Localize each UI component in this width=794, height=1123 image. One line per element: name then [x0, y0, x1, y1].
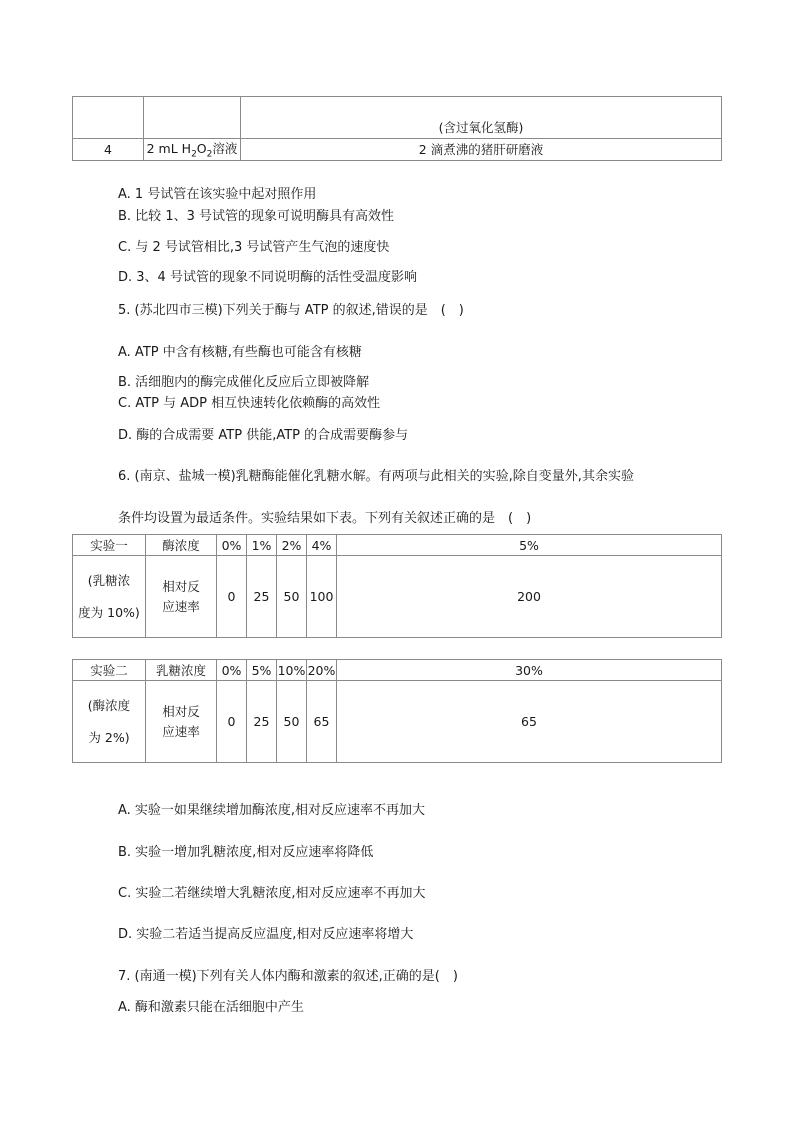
exp2-rate-value: 50 [277, 681, 307, 763]
exp1-var-value: 0% [217, 535, 247, 556]
top-table [72, 96, 722, 161]
q6-stem-line1: 6. (南京、盐城一模)乳糖酶能催化乳糖水解。有两项与此相关的实验,除自变量外,其余实验 [118, 469, 634, 484]
q6-stem-line2: 条件均设置为最适条件。实验结果如下表。下列有关叙述正确的是 ( ) [118, 511, 532, 526]
exp2-var-value: 10% [277, 660, 307, 681]
q5-option-a: A. ATP 中含有核糖,有些酶也可能含有核糖 [118, 345, 362, 360]
experiment2-table [72, 659, 722, 763]
exp1-var-value: 4% [307, 535, 337, 556]
exp1-rate-value: 200 [337, 556, 722, 638]
exp2-var-value: 5% [247, 660, 277, 681]
q6-option-a: A. 实验一如果继续增加酶浓度,相对反应速率不再加大 [118, 803, 426, 818]
exp1-rate-value: 50 [277, 556, 307, 638]
exp1-var-value: 5% [337, 535, 722, 556]
exp1-rate-value: 25 [247, 556, 277, 638]
top-table-continuation-text: (含过氧化氢酶) [438, 120, 524, 135]
exp1-rate-value: 100 [307, 556, 337, 638]
exp2-rate-label: 相对反 应速率 [146, 681, 217, 763]
top-table-cell-reagent [144, 97, 241, 139]
exp2-rate-value: 65 [337, 681, 722, 763]
exp1-label-line1: 实验一 [73, 535, 146, 556]
experiment1-table [72, 534, 722, 638]
q5-stem: 5. (苏北四市三模)下列关于酶与 ATP 的叙述,错误的是 ( ) [118, 303, 464, 318]
row4-reagent: 2 mL $H_2O_2$溶液 [144, 139, 241, 161]
exp1-label-cond: (乳糖浓 度为 10%) [73, 556, 146, 638]
exp1-var-value: 2% [277, 535, 307, 556]
top-table-cell-treatment [241, 97, 722, 139]
exp2-rate-value: 25 [247, 681, 277, 763]
q4-option-c: C. 与 2 号试管相比,3 号试管产生气泡的速度快 [118, 240, 390, 255]
q5-option-b: B. 活细胞内的酶完成催化反应后立即被降解 [118, 375, 370, 390]
exp1-rate-label: 相对反 应速率 [146, 556, 217, 638]
q5-option-c: C. ATP 与 ADP 相互快速转化依赖酶的高效性 [118, 396, 381, 411]
q4-option-a: A. 1 号试管在该实验中起对照作用 [118, 187, 317, 202]
exp2-rate-value: 0 [217, 681, 247, 763]
row4-treatment: 2 滴煮沸的猪肝研磨液 [241, 139, 722, 161]
exp1-var-value: 1% [247, 535, 277, 556]
exp2-rate-value: 65 [307, 681, 337, 763]
exp2-var-name: 乳糖浓度 [146, 660, 217, 681]
exp2-var-value: 20% [307, 660, 337, 681]
q7-option-a: A. 酶和激素只能在活细胞中产生 [118, 1000, 304, 1015]
q6-option-d: D. 实验二若适当提高反应温度,相对反应速率将增大 [118, 927, 414, 942]
q7-stem: 7. (南通一模)下列有关人体内酶和激素的叙述,正确的是( ) [118, 969, 458, 984]
exp2-var-value: 30% [337, 660, 722, 681]
top-table-cell-no [73, 97, 144, 139]
q4-option-b: B. 比较 1、3 号试管的现象可说明酶具有高效性 [118, 209, 394, 224]
q6-option-b: B. 实验一增加乳糖浓度,相对反应速率将降低 [118, 845, 374, 860]
exp1-rate-value: 0 [217, 556, 247, 638]
q6-option-c: C. 实验二若继续增大乳糖浓度,相对反应速率不再加大 [118, 886, 426, 901]
exp2-label-line1: 实验二 [73, 660, 146, 681]
exp2-label-cond: (酶浓度 为 2%) [73, 681, 146, 763]
exp1-var-name: 酶浓度 [146, 535, 217, 556]
exp2-var-value: 0% [217, 660, 247, 681]
q5-option-d: D. 酶的合成需要 ATP 供能,ATP 的合成需要酶参与 [118, 428, 409, 443]
q4-option-d: D. 3、4 号试管的现象不同说明酶的活性受温度影响 [118, 270, 417, 285]
row4-no: 4 [73, 139, 144, 161]
